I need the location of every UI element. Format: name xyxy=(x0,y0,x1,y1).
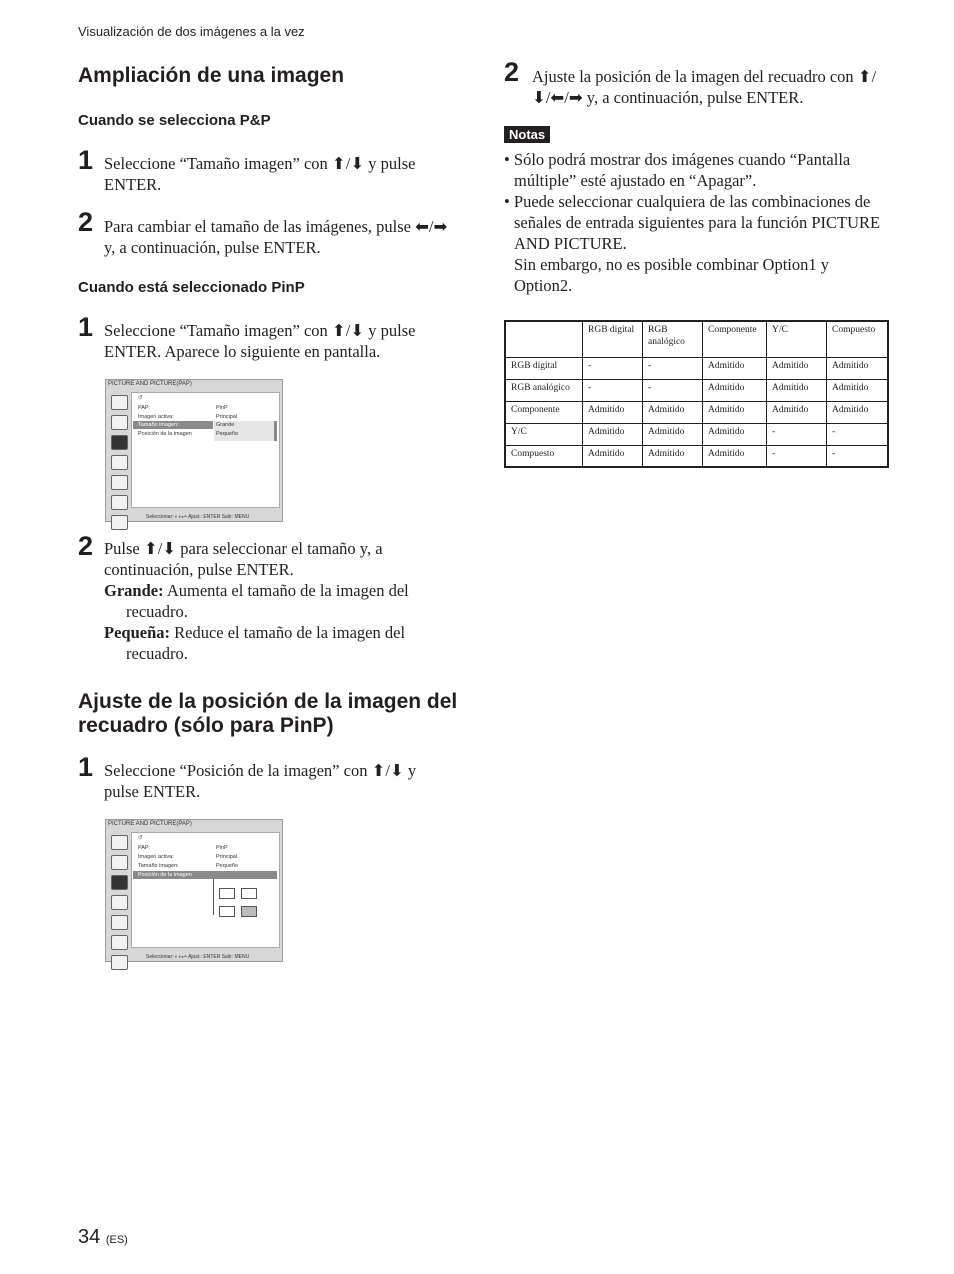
table-cell: Admitido xyxy=(583,423,643,445)
table-cell: - xyxy=(643,379,703,401)
osd-row-value: Principal xyxy=(216,854,238,860)
position-option-selected xyxy=(241,906,257,917)
table-cell: Admitido xyxy=(703,379,767,401)
table-cell: Admitido xyxy=(827,357,889,379)
table-cell: - xyxy=(827,423,889,445)
page-number-value: 34 xyxy=(78,1226,101,1248)
step-number: 1 xyxy=(78,145,94,175)
osd-pane xyxy=(131,832,280,948)
position-option xyxy=(219,906,235,917)
osd-icon-column xyxy=(109,832,130,948)
step-number: 1 xyxy=(78,752,94,782)
osd-row-value: Grande xyxy=(216,422,235,428)
table-cell: - xyxy=(767,445,827,467)
table-row xyxy=(505,357,888,379)
osd-icon-column xyxy=(109,392,130,508)
table-header-cell: Compuesto xyxy=(827,321,889,357)
table-cell: Admitido xyxy=(703,401,767,423)
table-row xyxy=(505,379,888,401)
table-cell: Admitido xyxy=(583,401,643,423)
osd-row-label: Tamaño imagen: xyxy=(138,863,179,869)
osd-row-label: PAP: xyxy=(138,845,151,851)
position-option xyxy=(241,888,257,899)
table-row xyxy=(505,401,888,423)
osd-row-label: Posición de la imagen xyxy=(138,431,192,437)
note-item: • Sólo podrá mostrar dos imágenes cuando “Pantalla múltiple” esté ajustado en “Apagar”. xyxy=(504,150,851,190)
notas-badge: Notas xyxy=(504,126,550,143)
pequena-text: Reduce el tamaño de la imagen del recuadro. xyxy=(126,623,406,663)
osd-screen-position xyxy=(105,819,283,962)
table-cell: Componente xyxy=(505,401,583,423)
step-text: Seleccione “Posición de la imagen” con ⬆/⬇ y pulse ENTER. xyxy=(104,761,417,801)
table-cell: - xyxy=(767,423,827,445)
osd-footer: Seleccionar: ◐◑◒◓ Ajust.: ENTER Salir: MENU xyxy=(146,954,250,960)
table-cell: Admitido xyxy=(827,401,889,423)
table-cell: - xyxy=(583,379,643,401)
table-header-cell: Y/C xyxy=(767,321,827,357)
grande-def xyxy=(104,580,449,622)
running-header: Visualización de dos imágenes a la vez xyxy=(78,24,305,39)
pap-icon xyxy=(111,875,128,890)
position-option xyxy=(219,888,235,899)
table-cell: RGB analógico xyxy=(505,379,583,401)
table-header-cell xyxy=(505,321,583,357)
menu-icon xyxy=(111,935,128,950)
table-header-row xyxy=(505,321,888,357)
osd-row-value: Pequeño xyxy=(216,863,239,869)
section-title-ampliacion: Ampliación de una imagen xyxy=(78,64,345,87)
table-cell: Admitido xyxy=(643,423,703,445)
table-cell: Admitido xyxy=(703,357,767,379)
menu-icon xyxy=(111,455,128,470)
table-header-cell: Componente xyxy=(703,321,767,357)
step-text xyxy=(104,538,449,664)
menu-icon xyxy=(111,955,128,970)
osd-title: PICTURE AND PICTURE(PAP) xyxy=(108,381,192,387)
subheading-pp: Cuando se selecciona P&P xyxy=(78,112,271,129)
step-text: Seleccione “Tamaño imagen” con ⬆/⬇ y pulse ENTER. Aparece lo siguiente en pantalla. xyxy=(104,321,416,361)
osd-row-value: PinP xyxy=(216,845,228,851)
osd-screen-size xyxy=(105,379,283,522)
table-cell: Compuesto xyxy=(505,445,583,467)
table-cell: Admitido xyxy=(703,423,767,445)
grande-label: Grande: xyxy=(104,581,164,600)
osd-row-label: PAP: xyxy=(138,405,151,411)
note-continuation: Sin embargo, no es posible combinar Option1 y Option2. xyxy=(514,255,829,295)
menu-icon xyxy=(111,515,128,530)
osd-row-label: Tamaño imagen: xyxy=(138,422,179,428)
table-cell: Admitido xyxy=(827,379,889,401)
step-number: 2 xyxy=(78,207,94,237)
note-item: • Puede seleccionar cualquiera de las combinaciones de señales de entrada siguientes para la función PICTURE AND PICTURE. xyxy=(504,192,881,253)
back-icon: ↺ xyxy=(138,395,143,401)
subheading-pinp: Cuando está seleccionado PinP xyxy=(78,279,305,296)
menu-icon xyxy=(111,915,128,930)
step-text-main: Pulse ⬆/⬇ para seleccionar el tamaño y, a continuación, pulse ENTER. xyxy=(104,539,383,579)
notes-list xyxy=(504,149,889,296)
osd-row-value: Pequeño xyxy=(216,431,239,437)
step-text: Para cambiar el tamaño de las imágenes, pulse ⬅/➡ y, a continuación, pulse ENTER. xyxy=(104,217,448,257)
menu-icon xyxy=(111,495,128,510)
table-cell: Admitido xyxy=(767,401,827,423)
osd-title: PICTURE AND PICTURE(PAP) xyxy=(108,821,192,827)
table-row xyxy=(505,423,888,445)
step-text: Seleccione “Tamaño imagen” con ⬆/⬇ y pulse ENTER. xyxy=(104,154,416,194)
menu-icon xyxy=(111,835,128,850)
table-cell: - xyxy=(643,357,703,379)
table-cell: Admitido xyxy=(643,445,703,467)
osd-row-label: Imagen activa: xyxy=(138,854,174,860)
table-cell: Admitido xyxy=(767,357,827,379)
table-cell: Admitido xyxy=(767,379,827,401)
table-header-cell: RGB analógico xyxy=(643,321,703,357)
table-cell: Y/C xyxy=(505,423,583,445)
pequena-label: Pequeña: xyxy=(104,623,170,642)
osd-pane xyxy=(131,392,280,508)
page-number xyxy=(78,1226,128,1249)
osd-footer: Seleccionar: ◐◑◒◓ Ajust.: ENTER Salir: MENU xyxy=(146,514,250,520)
step-number: 2 xyxy=(504,57,520,87)
page-lang: (ES) xyxy=(105,1234,128,1246)
osd-row-value: Principal xyxy=(216,414,238,420)
menu-icon xyxy=(111,415,128,430)
pap-icon xyxy=(111,435,128,450)
osd-row-label: Posición de la imagen xyxy=(138,872,192,878)
table-cell: Admitido xyxy=(703,445,767,467)
table-cell: Admitido xyxy=(643,401,703,423)
table-cell: RGB digital xyxy=(505,357,583,379)
table-header-cell: RGB digital xyxy=(583,321,643,357)
osd-row-value: PinP xyxy=(216,405,228,411)
osd-row-label: Imagen activa: xyxy=(138,414,174,420)
menu-icon xyxy=(111,895,128,910)
menu-icon xyxy=(111,395,128,410)
grande-text: Aumenta el tamaño de la imagen del recuadro. xyxy=(126,581,409,621)
menu-icon xyxy=(111,855,128,870)
menu-icon xyxy=(111,475,128,490)
pequena-def xyxy=(104,622,449,664)
table-cell: - xyxy=(827,445,889,467)
step-number: 1 xyxy=(78,312,94,342)
osd-divider xyxy=(213,879,214,915)
table-cell: - xyxy=(583,357,643,379)
step-number: 2 xyxy=(78,531,94,561)
table-cell: Admitido xyxy=(583,445,643,467)
section-title-posicion: Ajuste de la posición de la imagen del recuadro (sólo para PinP) xyxy=(78,690,458,737)
step-text: Ajuste la posición de la imagen del recuadro con ⬆/⬇/⬅/➡ y, a continuación, pulse ENTER. xyxy=(532,67,877,107)
table-row xyxy=(505,445,888,467)
back-icon: ↺ xyxy=(138,835,143,841)
signal-combination-table xyxy=(504,320,889,468)
